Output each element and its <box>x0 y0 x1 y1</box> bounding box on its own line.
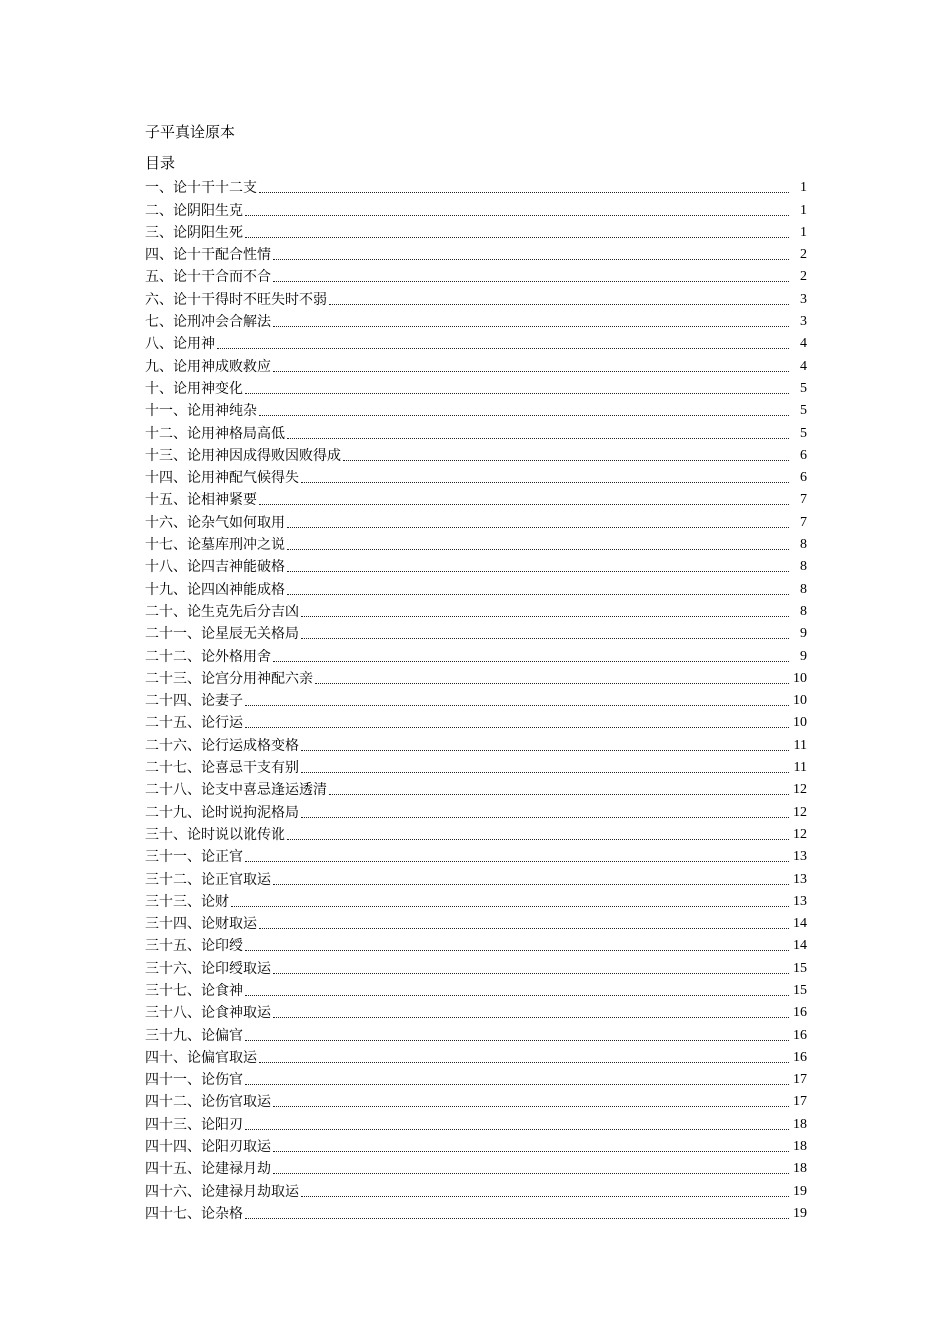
toc-entry-title: 二十八、论支中喜忌逢运透清 <box>145 782 327 799</box>
toc-entry-title: 二十四、论妻子 <box>145 693 243 710</box>
toc-entry-title: 一、论十干十二支 <box>145 180 257 197</box>
toc-entry-page-number: 1 <box>800 224 807 240</box>
toc-dot-leader <box>301 1196 789 1197</box>
toc-dot-leader <box>245 1040 789 1041</box>
toc-entry[interactable] <box>145 1067 807 1089</box>
toc-entry[interactable] <box>145 1000 807 1022</box>
toc-entry-title: 三、论阴阳生死 <box>145 224 243 241</box>
toc-entry-title: 二十七、论喜忌干支有别 <box>145 760 299 777</box>
toc-dot-leader <box>245 727 789 728</box>
toc-entry-page-number: 5 <box>800 425 807 441</box>
toc-dot-leader <box>287 839 789 840</box>
toc-entry-title: 十、论用神变化 <box>145 380 243 397</box>
toc-entry-title: 四十五、论建禄月劫 <box>145 1161 271 1178</box>
toc-dot-leader <box>301 638 789 639</box>
toc-entry[interactable] <box>145 1201 807 1223</box>
toc-entry-page-number: 17 <box>793 1072 807 1088</box>
toc-entry-page-number: 3 <box>800 291 807 307</box>
toc-entry[interactable] <box>145 933 807 955</box>
toc-dot-leader <box>273 326 789 327</box>
toc-entry-title: 二、论阴阳生克 <box>145 202 243 219</box>
toc-entry-page-number: 9 <box>800 648 807 664</box>
toc-dot-leader <box>287 594 789 595</box>
toc-entry[interactable] <box>145 755 807 777</box>
toc-entry-title: 六、论十干得时不旺失时不弱 <box>145 291 327 308</box>
toc-entry-title: 二十一、论星辰无关格局 <box>145 626 299 643</box>
toc-entry-title: 二十六、论行运成格变格 <box>145 737 299 754</box>
toc-entry-page-number: 14 <box>793 938 807 954</box>
toc-entry-title: 十三、论用神因成得败因败得成 <box>145 447 341 464</box>
toc-entry-title: 三十八、论食神取运 <box>145 1005 271 1022</box>
toc-dot-leader <box>259 192 789 193</box>
toc-dot-leader <box>287 438 789 439</box>
toc-entry-page-number: 11 <box>793 737 807 753</box>
toc-dot-leader <box>273 973 789 974</box>
toc-entry-page-number: 7 <box>800 492 807 508</box>
toc-entry-title: 三十七、论食神 <box>145 982 243 999</box>
toc-entry-title: 十五、论相神紧要 <box>145 492 257 509</box>
toc-entry[interactable] <box>145 242 807 264</box>
toc-entry-page-number: 16 <box>793 1027 807 1043</box>
toc-entry-title: 十七、论墓库刑冲之说 <box>145 537 285 554</box>
toc-entry-title: 三十一、论正官 <box>145 849 243 866</box>
toc-entry-page-number: 2 <box>800 247 807 263</box>
toc-dot-leader <box>273 371 789 372</box>
toc-entry-page-number: 14 <box>793 916 807 932</box>
toc-dot-leader <box>259 504 789 505</box>
toc-dot-leader <box>301 616 789 617</box>
toc-entry-page-number: 13 <box>793 849 807 865</box>
toc-entry[interactable] <box>145 955 807 977</box>
toc-entry[interactable] <box>145 822 807 844</box>
toc-entry-page-number: 3 <box>800 314 807 330</box>
toc-dot-leader <box>231 906 789 907</box>
toc-entry[interactable] <box>145 911 807 933</box>
toc-dot-leader <box>329 794 789 795</box>
toc-entry-page-number: 8 <box>800 559 807 575</box>
toc-entry-title: 二十五、论行运 <box>145 715 243 732</box>
toc-dot-leader <box>245 995 789 996</box>
toc-dot-leader <box>245 1218 789 1219</box>
toc-entry-page-number: 13 <box>793 871 807 887</box>
toc-entry[interactable] <box>145 643 807 665</box>
document-title: 子平真诠原本 <box>145 123 236 141</box>
toc-dot-leader <box>301 482 789 483</box>
toc-entry-title: 十八、论四吉神能破格 <box>145 559 285 576</box>
toc-entry-page-number: 10 <box>793 715 807 731</box>
toc-entry[interactable] <box>145 197 807 219</box>
toc-dot-leader <box>273 1151 789 1152</box>
toc-entry-title: 三十五、论印绶 <box>145 938 243 955</box>
toc-dot-leader <box>245 215 789 216</box>
toc-dot-leader <box>287 527 789 528</box>
toc-entry-page-number: 18 <box>793 1116 807 1132</box>
toc-entry-title: 四、论十干配合性情 <box>145 247 271 264</box>
toc-entry[interactable] <box>145 376 807 398</box>
toc-entry[interactable] <box>145 621 807 643</box>
toc-entry[interactable] <box>145 576 807 598</box>
toc-entry-page-number: 8 <box>800 537 807 553</box>
toc-entry-page-number: 12 <box>793 826 807 842</box>
toc-dot-leader <box>301 772 789 773</box>
toc-entry-page-number: 12 <box>793 782 807 798</box>
toc-dot-leader <box>273 1106 789 1107</box>
toc-entry-page-number: 10 <box>793 670 807 686</box>
table-of-contents <box>145 175 807 1223</box>
toc-entry-title: 二十九、论时说拘泥格局 <box>145 804 299 821</box>
toc-dot-leader <box>273 259 789 260</box>
toc-entry-title: 三十六、论印绶取运 <box>145 960 271 977</box>
toc-entry-title: 四十四、论阳刃取运 <box>145 1139 271 1156</box>
toc-entry[interactable] <box>145 844 807 866</box>
toc-entry[interactable] <box>145 331 807 353</box>
toc-entry-title: 四十二、论伤官取运 <box>145 1094 271 1111</box>
toc-entry[interactable] <box>145 532 807 554</box>
toc-entry-page-number: 8 <box>800 603 807 619</box>
toc-heading: 目录 <box>145 154 176 172</box>
toc-entry[interactable] <box>145 554 807 576</box>
toc-entry-title: 十一、论用神纯杂 <box>145 403 257 420</box>
toc-dot-leader <box>343 460 789 461</box>
toc-entry-page-number: 18 <box>793 1139 807 1155</box>
toc-entry[interactable] <box>145 1111 807 1133</box>
toc-entry-page-number: 19 <box>793 1205 807 1221</box>
toc-entry[interactable] <box>145 286 807 308</box>
toc-dot-leader <box>245 393 789 394</box>
toc-dot-leader <box>273 661 789 662</box>
toc-entry-title: 三十三、论财 <box>145 893 229 910</box>
toc-entry-title: 四十六、论建禄月劫取运 <box>145 1183 299 1200</box>
toc-entry-page-number: 16 <box>793 1005 807 1021</box>
toc-entry-page-number: 18 <box>793 1161 807 1177</box>
toc-entry[interactable] <box>145 465 807 487</box>
toc-entry-page-number: 16 <box>793 1049 807 1065</box>
toc-entry[interactable] <box>145 710 807 732</box>
toc-entry-title: 四十、论偏官取运 <box>145 1049 257 1066</box>
toc-dot-leader <box>273 884 789 885</box>
toc-entry-title: 三十二、论正官取运 <box>145 871 271 888</box>
toc-dot-leader <box>315 683 789 684</box>
toc-entry-page-number: 12 <box>793 804 807 820</box>
toc-entry[interactable] <box>145 777 807 799</box>
toc-entry[interactable] <box>145 666 807 688</box>
toc-dot-leader <box>245 237 789 238</box>
toc-entry-page-number: 5 <box>800 403 807 419</box>
toc-entry-title: 三十四、论财取运 <box>145 916 257 933</box>
toc-entry-page-number: 17 <box>793 1094 807 1110</box>
toc-dot-leader <box>329 304 789 305</box>
toc-entry[interactable] <box>145 688 807 710</box>
toc-entry-page-number: 10 <box>793 693 807 709</box>
toc-entry-title: 十六、论杂气如何取用 <box>145 514 285 531</box>
toc-entry-page-number: 15 <box>793 960 807 976</box>
toc-entry[interactable] <box>145 1045 807 1067</box>
toc-entry-title: 十九、论四凶神能成格 <box>145 581 285 598</box>
toc-dot-leader <box>245 1129 789 1130</box>
toc-entry[interactable] <box>145 220 807 242</box>
toc-entry-page-number: 8 <box>800 581 807 597</box>
toc-entry[interactable] <box>145 1156 807 1178</box>
toc-entry-page-number: 7 <box>800 514 807 530</box>
toc-entry-page-number: 1 <box>800 202 807 218</box>
toc-dot-leader <box>245 705 789 706</box>
toc-entry[interactable] <box>145 1089 807 1111</box>
toc-entry[interactable] <box>145 509 807 531</box>
toc-dot-leader <box>259 928 789 929</box>
toc-entry[interactable] <box>145 1134 807 1156</box>
toc-entry-title: 三十、论时说以讹传讹 <box>145 826 285 843</box>
toc-dot-leader <box>301 817 789 818</box>
toc-dot-leader <box>245 1084 789 1085</box>
toc-entry-title: 九、论用神成败救应 <box>145 358 271 375</box>
toc-dot-leader <box>273 1173 789 1174</box>
toc-entry-title: 五、论十干合而不合 <box>145 269 271 286</box>
toc-entry-title: 三十九、论偏官 <box>145 1027 243 1044</box>
toc-entry-page-number: 9 <box>800 626 807 642</box>
toc-dot-leader <box>287 571 789 572</box>
toc-entry-page-number: 19 <box>793 1183 807 1199</box>
toc-entry-title: 二十、论生克先后分吉凶 <box>145 603 299 620</box>
toc-entry-title: 十二、论用神格局高低 <box>145 425 285 442</box>
toc-entry[interactable] <box>145 732 807 754</box>
toc-entry[interactable] <box>145 443 807 465</box>
toc-entry-title: 四十七、论杂格 <box>145 1205 243 1222</box>
toc-entry[interactable] <box>145 799 807 821</box>
toc-entry[interactable] <box>145 398 807 420</box>
toc-entry[interactable] <box>145 599 807 621</box>
toc-entry[interactable] <box>145 175 807 197</box>
toc-entry[interactable] <box>145 264 807 286</box>
toc-entry-page-number: 13 <box>793 893 807 909</box>
toc-dot-leader <box>259 415 789 416</box>
toc-entry-page-number: 6 <box>800 447 807 463</box>
toc-entry-title: 八、论用神 <box>145 336 215 353</box>
toc-dot-leader <box>245 950 789 951</box>
toc-entry-title: 二十二、论外格用舍 <box>145 648 271 665</box>
toc-entry[interactable] <box>145 1022 807 1044</box>
toc-entry-page-number: 2 <box>800 269 807 285</box>
toc-dot-leader <box>245 861 789 862</box>
toc-entry-page-number: 6 <box>800 470 807 486</box>
toc-entry[interactable] <box>145 866 807 888</box>
toc-entry-title: 四十三、论阳刃 <box>145 1116 243 1133</box>
toc-dot-leader <box>273 281 789 282</box>
toc-entry[interactable] <box>145 353 807 375</box>
toc-entry-page-number: 4 <box>800 358 807 374</box>
toc-dot-leader <box>259 1062 789 1063</box>
toc-dot-leader <box>217 348 789 349</box>
toc-entry-page-number: 4 <box>800 336 807 352</box>
toc-entry-page-number: 15 <box>793 982 807 998</box>
toc-dot-leader <box>273 1017 789 1018</box>
toc-entry[interactable] <box>145 487 807 509</box>
toc-entry-page-number: 5 <box>800 380 807 396</box>
toc-entry-title: 二十三、论宫分用神配六亲 <box>145 670 313 687</box>
toc-entry-title: 七、论刑冲会合解法 <box>145 314 271 331</box>
toc-entry[interactable] <box>145 1178 807 1200</box>
toc-entry[interactable] <box>145 309 807 331</box>
toc-entry-page-number: 11 <box>793 760 807 776</box>
toc-dot-leader <box>287 549 789 550</box>
toc-dot-leader <box>301 750 789 751</box>
toc-entry-title: 四十一、论伤官 <box>145 1072 243 1089</box>
toc-entry[interactable] <box>145 978 807 1000</box>
toc-entry[interactable] <box>145 889 807 911</box>
toc-entry-page-number: 1 <box>800 180 807 196</box>
toc-entry-title: 十四、论用神配气候得失 <box>145 470 299 487</box>
toc-entry[interactable] <box>145 420 807 442</box>
